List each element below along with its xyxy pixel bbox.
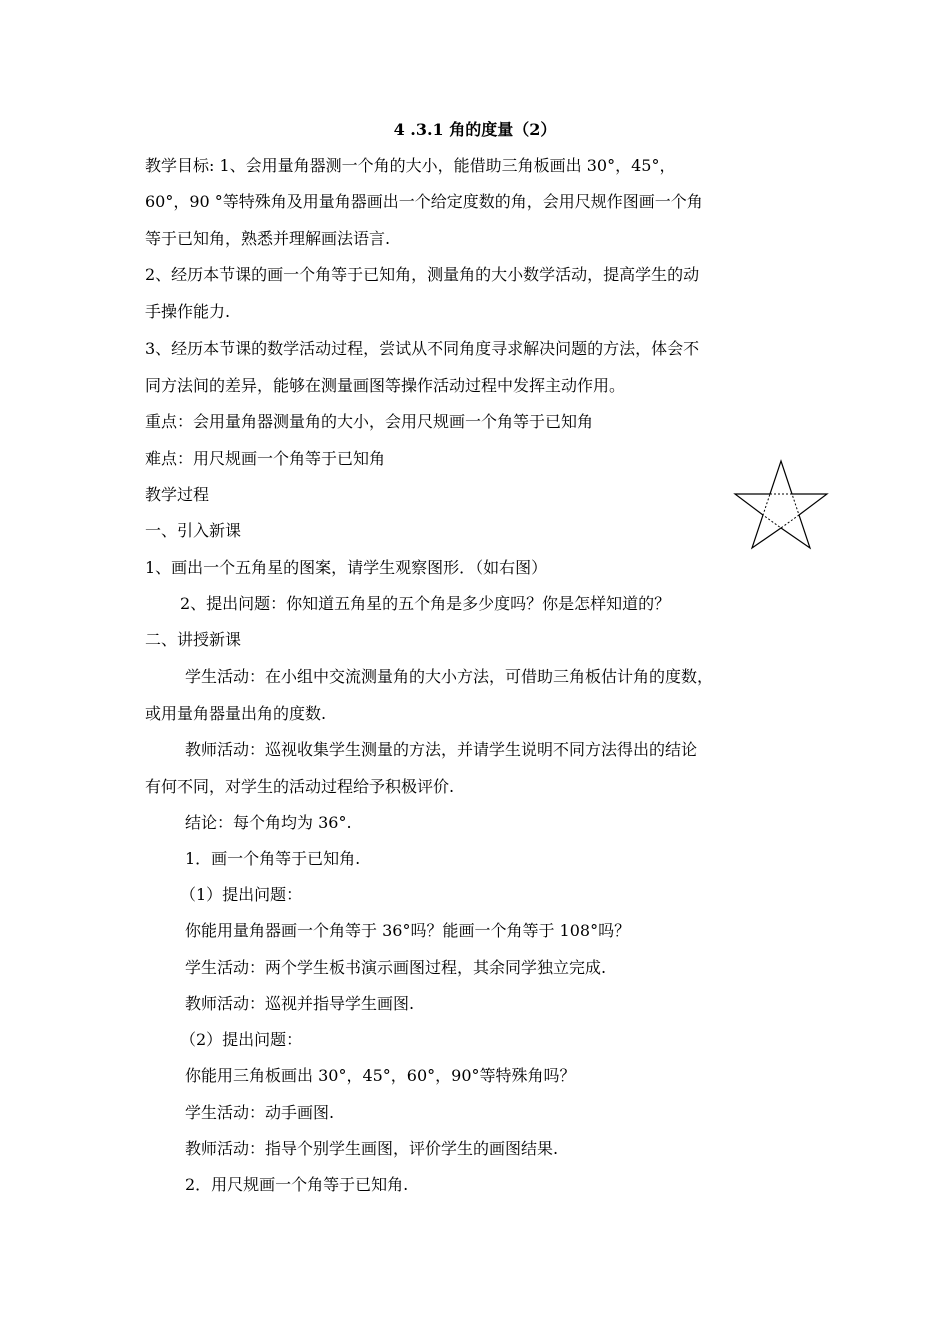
star-outline [735,461,827,548]
paragraph-line: 2．用尺规画一个角等于已知角. [185,1175,409,1194]
paragraph-line: 教学目标: 1、会用量角器测一个角的大小，能借助三角板画出 30°，45°， [145,156,676,175]
paragraph-line: 教师活动：巡视收集学生测量的方法，并请学生说明不同方法得出的结论 [185,740,698,759]
five-pointed-star-figure [733,458,829,550]
paragraph-line: 结论：每个角均为 36°. [185,813,352,832]
paragraph-line: 或用量角器量出角的度数. [145,704,327,723]
paragraph-line: 你能用三角板画出 30°，45°，60°，90°等特殊角吗？ [185,1066,576,1085]
section-heading: 教学过程 [145,485,210,504]
paragraph-line: 难点：用尺规画一个角等于已知角 [145,449,386,468]
paragraph-line: 手操作能力. [145,302,231,321]
paragraph-line: （1）提出问题： [180,885,303,904]
paragraph-line: 60°，90 °等特殊角及用量角器画出一个给定度数的角，会用尺规作图画一个角 [145,192,703,211]
paragraph-line: 1、画出一个五角星的图案，请学生观察图形．（如右图） [145,558,548,577]
paragraph-line: 教师活动：巡视并指导学生画图. [185,994,415,1013]
paragraph-line: 学生活动：在小组中交流测量角的大小方法，可借助三角板估计角的度数， [185,667,714,686]
paragraph-line: 1．画一个角等于已知角. [185,849,361,868]
paragraph-line: 学生活动：动手画图. [185,1103,335,1122]
section-heading: 一、引入新课 [145,521,242,540]
star-inner-pentagon [763,494,799,528]
paragraph-line: 重点：会用量角器测量角的大小，会用尺规画一个角等于已知角 [145,412,594,431]
paragraph-line: 2、提出问题：你知道五角星的五个角是多少度吗？你是怎样知道的？ [180,594,671,613]
paragraph-line: 3、经历本节课的数学活动过程，尝试从不同角度寻求解决问题的方法，体会不 [145,339,700,358]
paragraph-line: 学生活动：两个学生板书演示画图过程，其余同学独立完成. [185,958,607,977]
paragraph-line: 有何不同，对学生的活动过程给予积极评价. [145,777,455,796]
paragraph-line: （2）提出问题： [180,1030,303,1049]
paragraph-line: 等于已知角，熟悉并理解画法语言. [145,229,391,248]
paragraph-line: 同方法间的差异，能够在测量画图等操作活动过程中发挥主动作用。 [145,376,626,395]
document-title: 4 .3.1 角的度量（2） [393,120,557,139]
paragraph-line: 你能用量角器画一个角等于 36°吗？能画一个角等于 108°吗？ [185,921,631,940]
paragraph-line: 教师活动：指导个别学生画图，评价学生的画图结果. [185,1139,559,1158]
section-heading: 二、讲授新课 [145,630,242,649]
paragraph-line: 2、经历本节课的画一个角等于已知角，测量角的大小数学活动，提高学生的动 [145,265,700,284]
